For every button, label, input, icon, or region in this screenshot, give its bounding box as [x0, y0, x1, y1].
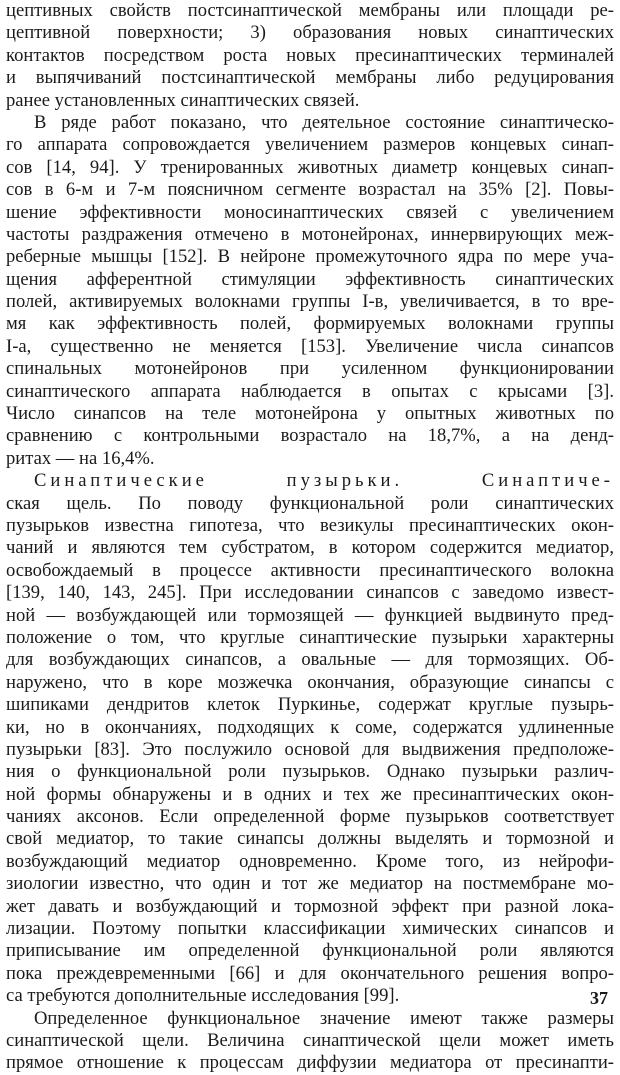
text-line: ния о функциональной роли пузырьков. Однако пузырьки различ-: [6, 761, 614, 783]
text-line: сов в 6-м и 7-м поясничном сегменте возрастал на 35% [2]. Повы-: [6, 179, 614, 201]
text-line: пузырьков известна гипотеза, что везикулы пресинаптических окон-: [6, 514, 614, 536]
text-line: цептивных свойств постсинаптической мембраны или площади ре-: [6, 0, 614, 21]
text-line: пока преждевременными [66] и для окончательного решения вопро-: [6, 962, 614, 984]
text-line: Определенное функциональное значение имеют также размеры: [34, 1007, 614, 1029]
text-line: жет давать и возбуждающий и тормозной эффект при разной лока-: [6, 895, 614, 917]
text-line: ская щель. По поводу функциональной роли синаптических: [6, 492, 614, 514]
text-line: реберные мышцы [152]. В нейроне промежуточного ядра по мере уча-: [6, 246, 614, 268]
text-line: чаниях аксонов. Если определенной форме пузырьков соответствует: [6, 806, 614, 828]
text-line: чаний и являются тем субстратом, в котором содержится медиатор,: [6, 537, 614, 559]
section-heading: Синаптические пузырьки. Синаптиче-: [34, 470, 614, 492]
text-line: синаптического аппарата наблюдается в опытах с крысами [3].: [6, 380, 614, 402]
text-line: освобождаемый в процессе активности пресинаптического волокна: [6, 559, 614, 581]
text-line: лизации. Поэтому попытки классификации химических синапсов и: [6, 918, 614, 940]
text-line: Число синапсов на теле мотонейрона у опытных животных по: [6, 403, 614, 425]
text-line: цептивной поверхности; 3) образования новых синаптических: [6, 22, 614, 44]
text-line: для возбуждающих синапсов, а овальные — для тормозящих. Об-: [6, 649, 614, 671]
text-line: наружено, что в коре мозжечка окончания, образующие синапсы с: [6, 671, 614, 693]
text-line: ранее установленных синаптических связей.: [6, 89, 360, 111]
text-line: В ряде работ показано, что деятельное состояние синаптическо-: [34, 111, 614, 133]
text-line: го аппарата сопровождается увеличением размеров концевых синап-: [6, 134, 614, 156]
text-line: [139, 140, 143, 245]. При исследовании синапсов с заведомо извест-: [6, 582, 614, 604]
text-line: и выпячиваний постсинаптической мембраны либо редуцирования: [6, 67, 614, 89]
text-line: щения афферентной стимуляции эффективность синаптических: [6, 268, 614, 290]
text-line: прямое отношение к процессам диффузии медиатора от пресинапти-: [6, 1052, 614, 1074]
text-line: пузырьки [83]. Это послужило основой для выдвижения предположе-: [6, 738, 614, 760]
text-line: спинальных мотонейронов при усиленном функционировании: [6, 358, 614, 380]
text-line: зиологии известно, что один и тот же медиатор на постмембране мо-: [6, 873, 614, 895]
text-line: шение эффективности моносинаптических связей с увеличением: [6, 201, 614, 223]
text-line: шипиками дендритов клеток Пуркинье, содержат круглые пузырь-: [6, 694, 614, 716]
text-line: ки, но в окончаниях, подходящих к соме, содержатся удлиненные: [6, 716, 614, 738]
text-line: мя как эффективность полей, формируемых волокнами группы: [6, 313, 614, 335]
text-line: контактов посредством роста новых пресинаптических терминалей: [6, 44, 614, 66]
text-line: I-а, существенно не меняется [153]. Увеличение числа синапсов: [6, 335, 614, 357]
text-line: положение о том, что круглые синаптические пузырьки характерны: [6, 626, 614, 648]
text-line: сов [14, 94]. У тренированных животных диаметр концевых синап-: [6, 156, 614, 178]
text-line: са требуются дополнительные исследования [99].: [6, 985, 400, 1007]
text-line: ритах — на 16,4%.: [6, 447, 155, 469]
text-line: синаптической щели. Величина синаптической щели может иметь: [6, 1029, 614, 1051]
text-line: свой медиатор, то такие синапсы должны выделять и тормозной и: [6, 828, 614, 850]
text-line: приписывание им определенной функциональной роли являются: [6, 940, 614, 962]
text-line: сравнению с контрольными возрастало на 18,7%, а на денд-: [6, 425, 614, 447]
text-line: возбуждающий медиатор одновременно. Кроме того, из нейрофи-: [6, 850, 614, 872]
text-line: ной формы обнаружены и в одних и тех же пресинаптических окон-: [6, 783, 614, 805]
body-text: [6, 0, 614, 1075]
book-page: [6, 0, 614, 1074]
text-line: частоты раздражения отмечено в мотонейронах, иннервирующих меж-: [6, 223, 614, 245]
text-line: полей, активируемых волокнами группы I-в, увеличивается, в то вре-: [6, 291, 614, 313]
page-number: 37: [590, 988, 608, 1008]
text-line: ной — возбуждающей или тормозящей — функцией выдвинуто пред-: [6, 604, 614, 626]
